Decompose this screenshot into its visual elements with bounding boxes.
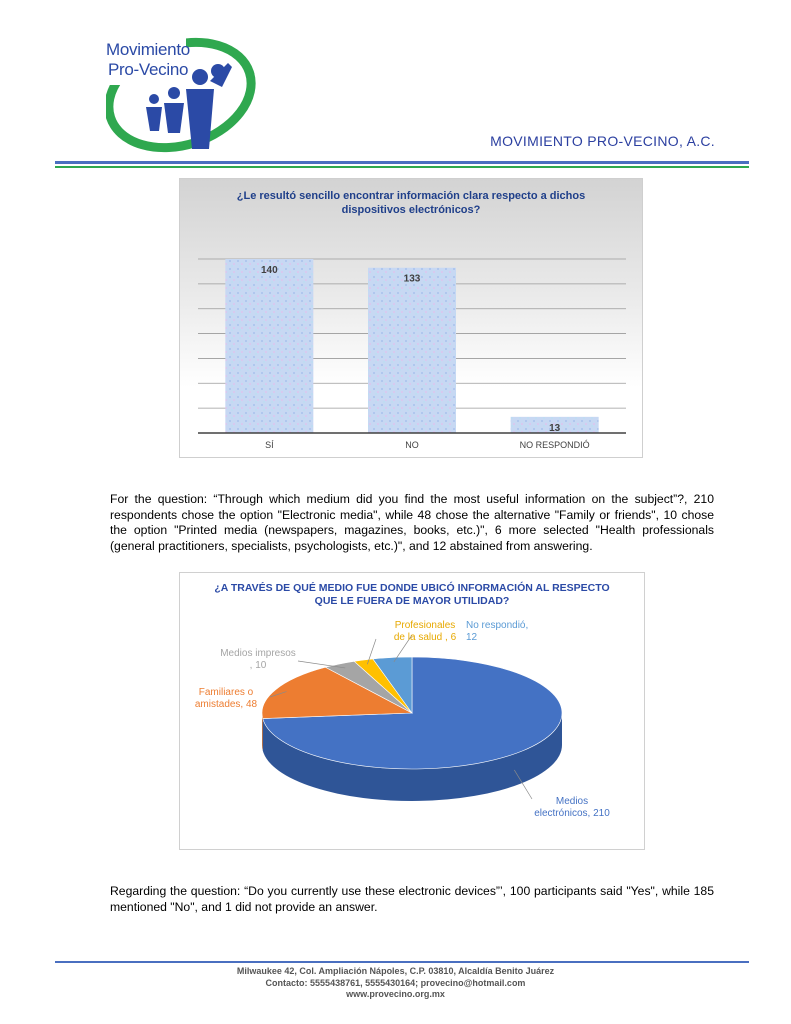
pie-chart: [179, 572, 645, 850]
paragraph-2: Regarding the question: “Do you currently use these electronic devices”’, 100 participants said "Yes", while 185 mentioned "No", and 1 did not provide an answer.: [110, 884, 714, 914]
bar-chart-plot: [180, 179, 644, 459]
pie-label-medios-impresos: Medios impresos , 10: [220, 648, 296, 671]
logo-line-1: Movimiento: [106, 40, 190, 59]
logo: [106, 33, 264, 155]
paragraph-1: For the question: “Through which medium did you find the most useful information on the subject”?, 210 respondents chose the option "Electronic media", while 48 chose the alternative "Family or friends", 10 chose the option "Printed media (newspapers, magazines, books, etc.)", 6 more selected "Health professionals (general practitioners, specialists, psychologists, etc.)", and 12 abstained from answering.: [110, 492, 714, 553]
bar-category-label: NO: [405, 440, 419, 450]
bar: [368, 268, 456, 433]
logo-line-2: Pro-Vecino: [108, 60, 189, 79]
organization-name: MOVIMIENTO PRO-VECINO, A.C.: [490, 133, 715, 149]
pie-label-medios-electronicos: Medios electrónicos, 210: [534, 796, 610, 819]
bar-data-label: 140: [260, 265, 278, 276]
pie-chart-title: ¿A TRAVÉS DE QUÉ MEDIO FUE DONDE UBICÓ INFORMACIÓN AL RESPECTO QUE LE FUERA DE MAYOR UTILIDAD?: [214, 582, 610, 607]
header-divider-blue: [55, 161, 749, 164]
bar-chart-title: ¿Le resultó sencillo encontrar información clara respecto a dichos dispositivos electrónicos?: [236, 190, 586, 216]
pie-label-no-respondio: No respondió, 12: [466, 620, 529, 643]
pie-label-profesionales: Profesionales de la salud , 6: [393, 620, 457, 643]
bar-data-label: 13: [549, 422, 561, 434]
bar: [225, 259, 313, 433]
footer: [0, 966, 791, 1001]
footer-contact: Contacto: 5555438761, 5555430164; provecino@hotmail.com: [265, 977, 526, 988]
pie-label-familiares: Familiares o amistades, 48: [194, 687, 258, 710]
footer-website: www.provecino.org.mx: [346, 989, 445, 999]
footer-address: Milwaukee 42, Col. Ampliación Nápoles, C.P. 03810, Alcaldía Benito Juárez: [236, 966, 555, 976]
header-divider-green: [55, 166, 749, 168]
bar-data-label: 133: [403, 273, 421, 285]
bar-category-label: NO RESPONDIÓ: [519, 440, 590, 450]
footer-divider: [55, 961, 749, 963]
logo-text: [106, 40, 190, 80]
bar-chart: [179, 178, 643, 458]
bar-category-label: SÍ: [265, 440, 274, 450]
